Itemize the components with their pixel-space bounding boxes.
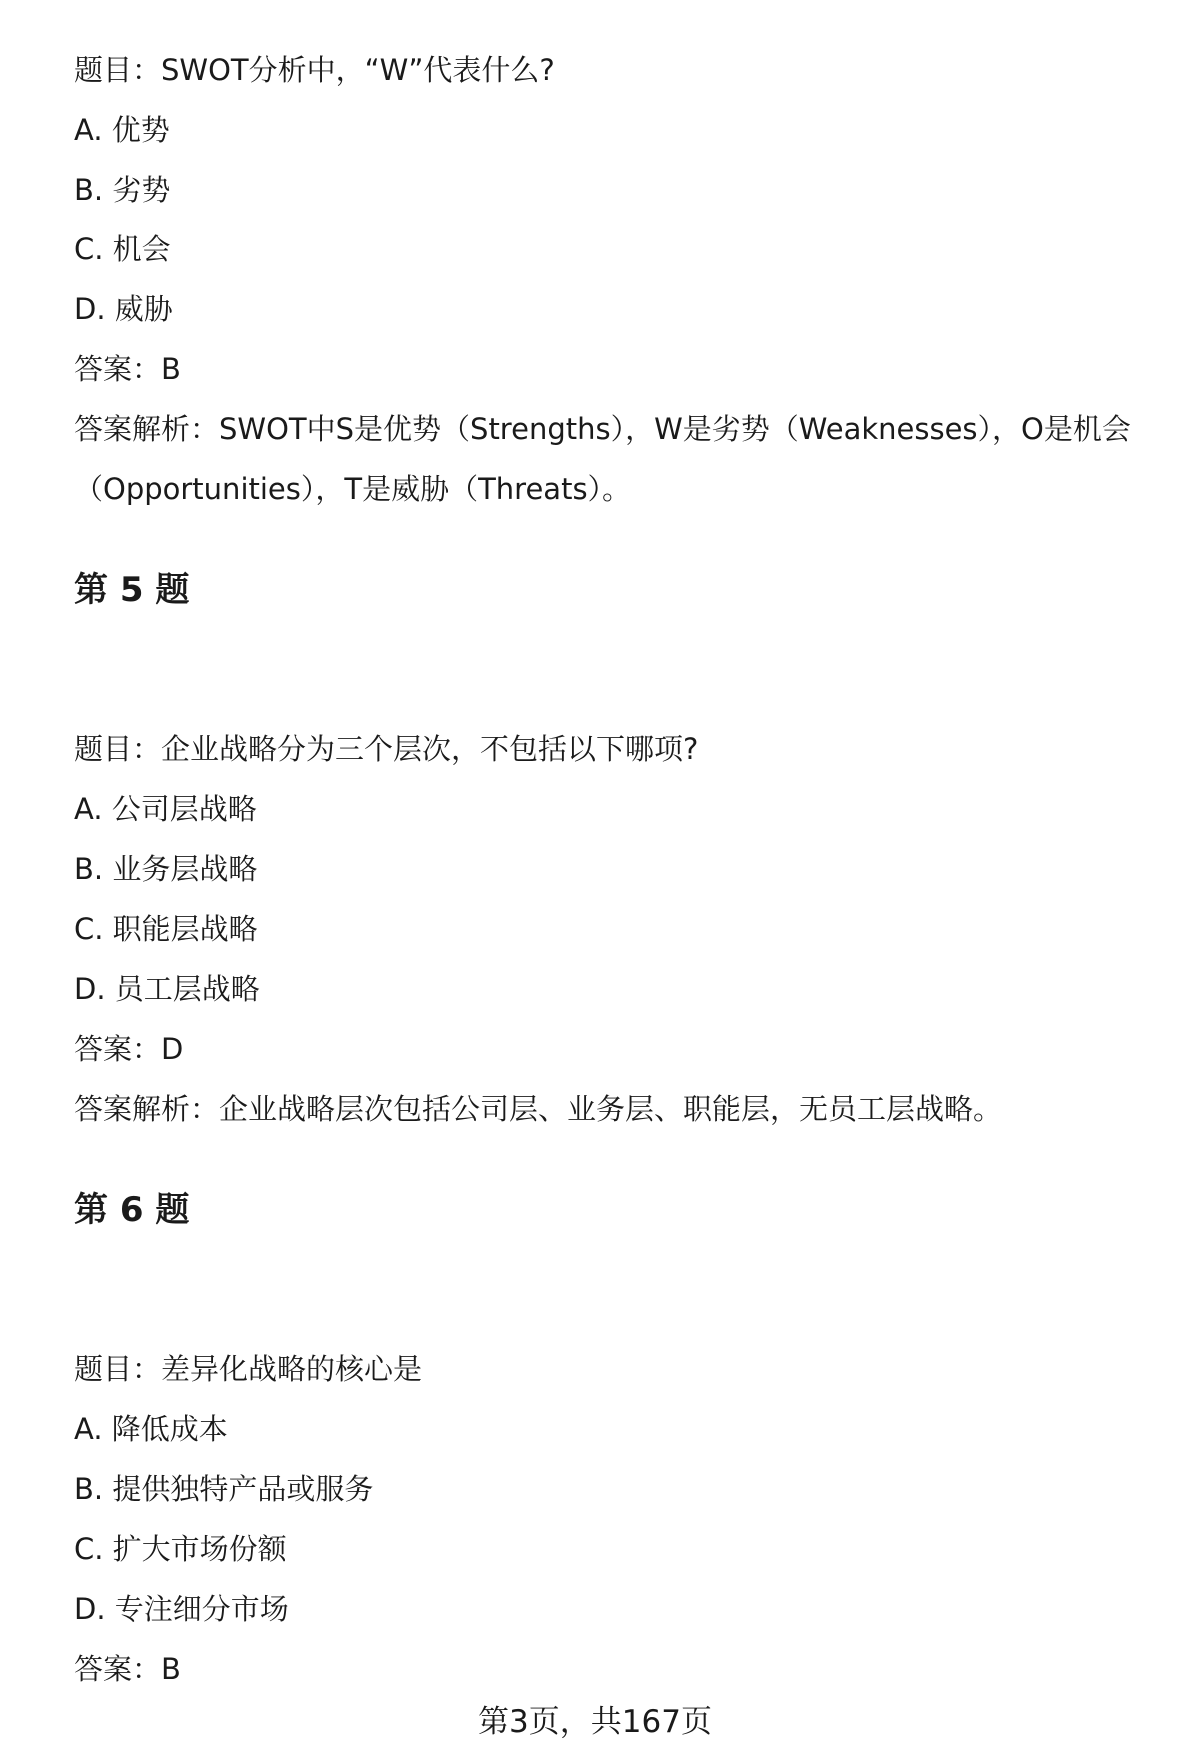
option-d: D. 专注细分市场 bbox=[74, 1592, 289, 1626]
page-indicator: 第3页，共167页 bbox=[478, 1704, 712, 1740]
option-d: D. 员工层战略 bbox=[74, 972, 260, 1006]
option-a: A. 公司层战略 bbox=[74, 792, 257, 826]
question-text: 题目：差异化战略的核心是 bbox=[74, 1352, 423, 1386]
option-c: C. 机会 bbox=[74, 232, 171, 266]
option-d: D. 威胁 bbox=[74, 292, 173, 326]
answer: 答案：B bbox=[74, 1652, 181, 1686]
option-a: A. 降低成本 bbox=[74, 1412, 228, 1446]
question-text: 题目：企业战略分为三个层次，不包括以下哪项? bbox=[74, 732, 699, 766]
option-b: B. 业务层战略 bbox=[74, 852, 258, 886]
option-b: B. 劣势 bbox=[74, 173, 171, 207]
answer: 答案：B bbox=[74, 352, 181, 386]
option-a: A. 优势 bbox=[74, 113, 170, 147]
question-heading: 第 5 题 bbox=[74, 570, 190, 610]
answer: 答案：D bbox=[74, 1032, 184, 1066]
question-heading: 第 6 题 bbox=[74, 1190, 190, 1230]
answer-explanation: 答案解析：企业战略层次包括公司层、业务层、职能层，无员工层战略。 bbox=[74, 1092, 1003, 1126]
option-c: C. 扩大市场份额 bbox=[74, 1532, 287, 1566]
answer-explanation-continued: （Opportunities），T是威胁（Threats）。 bbox=[74, 472, 632, 506]
option-c: C. 职能层战略 bbox=[74, 912, 258, 946]
option-b: B. 提供独特产品或服务 bbox=[74, 1472, 374, 1506]
question-text: 题目：SWOT分析中，“W”代表什么? bbox=[74, 53, 555, 87]
answer-explanation: 答案解析：SWOT中S是优势（Strengths），W是劣势（Weaknesses），O是机会 bbox=[74, 412, 1131, 446]
